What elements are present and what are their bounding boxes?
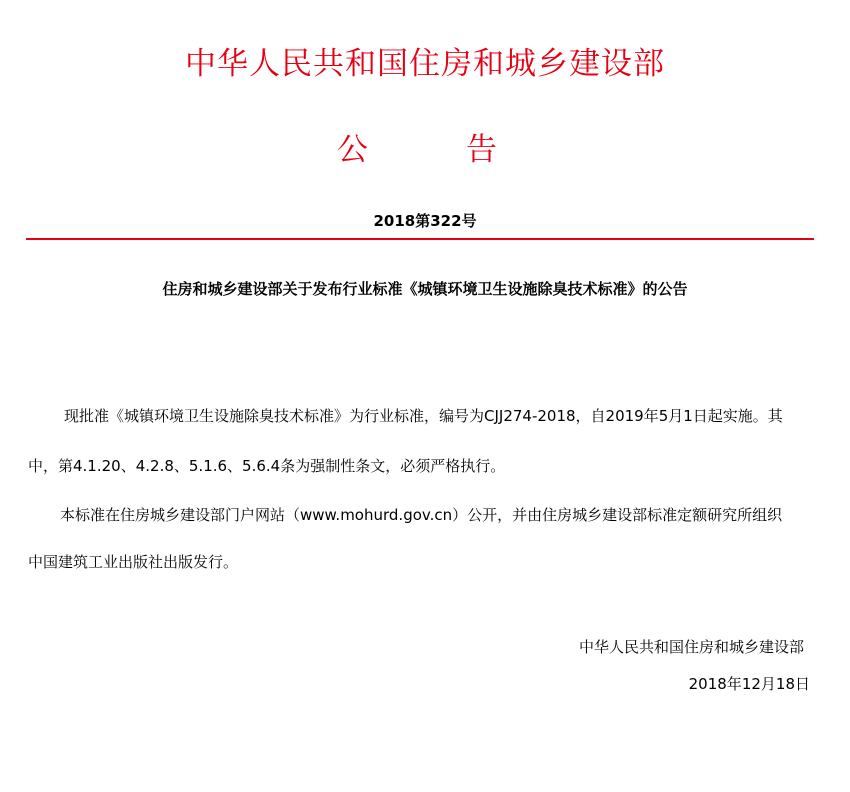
paragraph-line: 中国建筑工业出版社出版发行。 (28, 553, 239, 571)
red-divider-line (26, 238, 814, 240)
paragraph-line: 中，第4.1.20、4.2.8、5.1.6、5.6.4条为强制性条文，必须严格执行。 (28, 457, 506, 475)
signature-date: 2018年12月18日 (688, 675, 810, 693)
notice-headline: 住房和城乡建设部关于发布行业标准《城镇环境卫生设施除臭技术标准》的公告 (162, 280, 688, 298)
notice-title-char-1: 公 (337, 132, 368, 168)
paragraph-line: 现批准《城镇环境卫生设施除臭技术标准》为行业标准，编号为CJJ274-2018，自2019年5月1日起实施。其 (64, 407, 783, 425)
issuing-agency-header: 中华人民共和国住房和城乡建设部 (185, 46, 665, 82)
signature-organization: 中华人民共和国住房和城乡建设部 (578, 638, 804, 656)
paragraph-line: 本标准在住房城乡建设部门户网站（www.mohurd.gov.cn）公开，并由住房城乡建设部标准定额研究所组织 (60, 506, 783, 524)
document-number: 2018第322号 (373, 212, 477, 230)
notice-title-char-2: 告 (466, 132, 497, 168)
